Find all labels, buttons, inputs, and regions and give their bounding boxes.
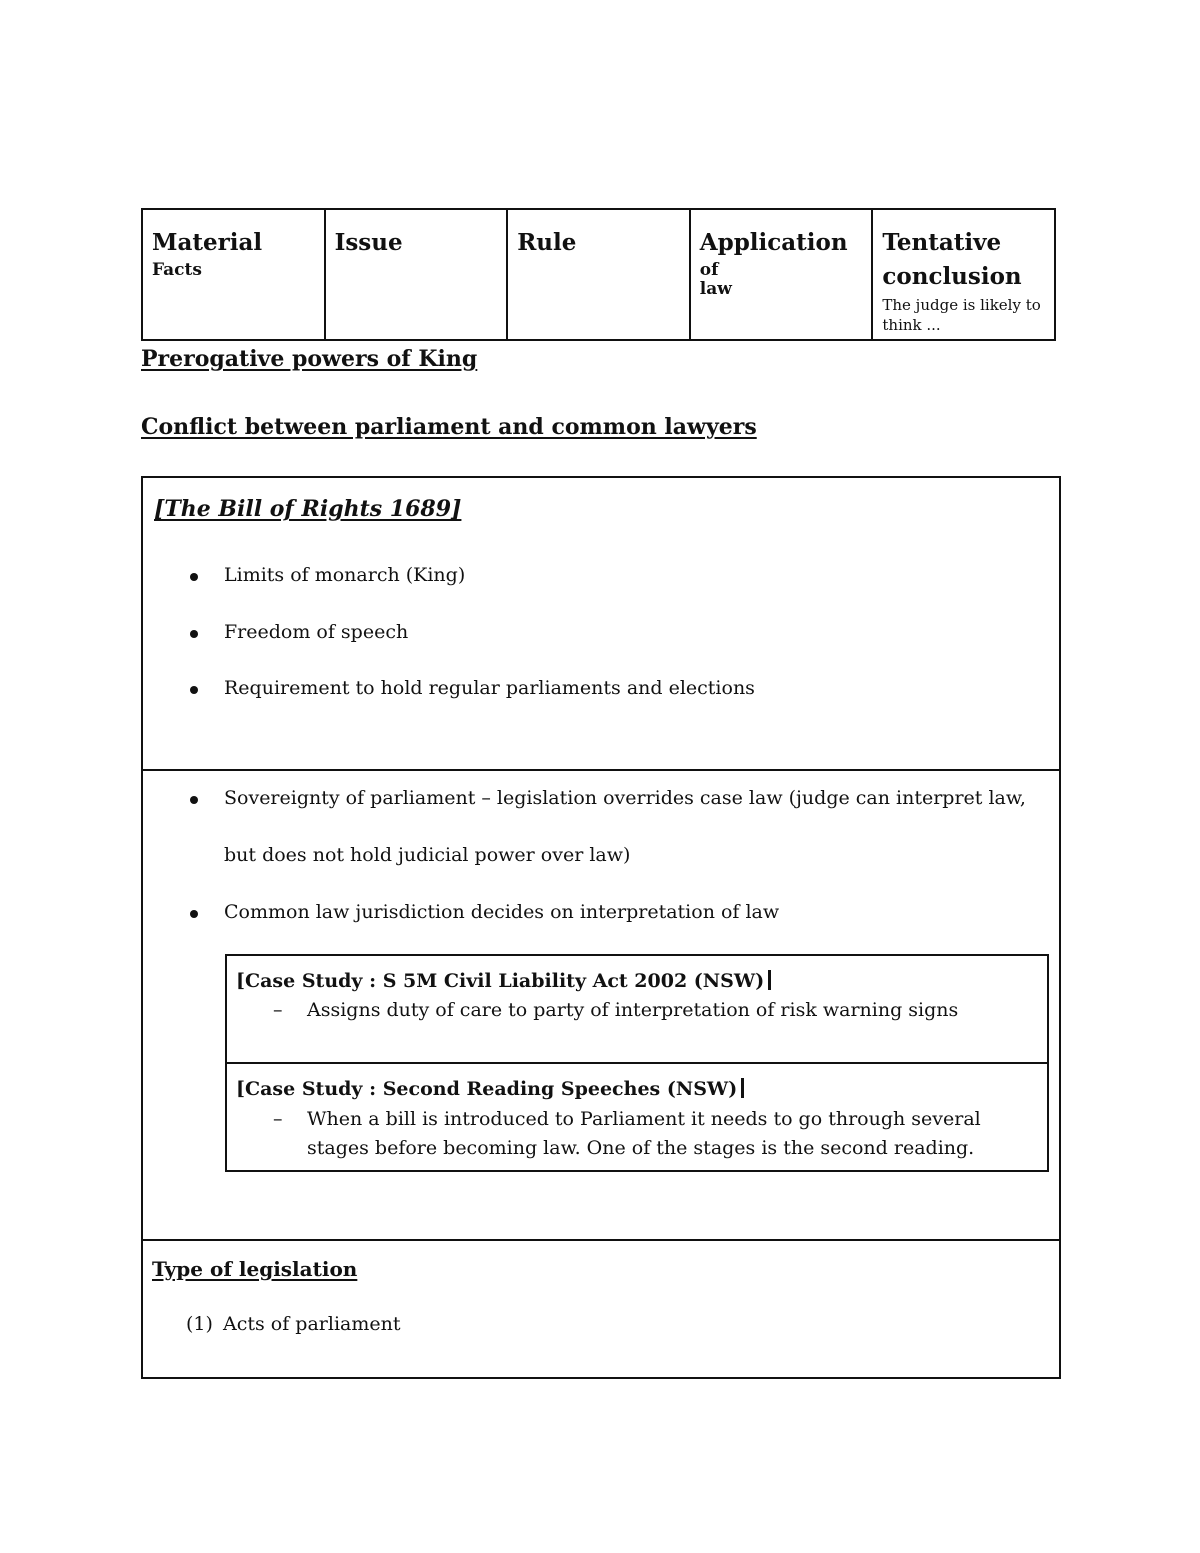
bullet-icon [190,630,198,638]
application-label: Application [699,229,848,256]
tentative-sub2: think ... [882,316,941,334]
legislation-item-text: Acts of parliament [223,1313,401,1335]
bullet-icon [190,796,198,804]
bill-of-rights-title: [The Bill of Rights 1689] [154,496,462,522]
application-sub: law [699,279,732,299]
legislation-section [141,1239,1061,1379]
tentative-line1: Tentative [882,229,1002,256]
sovereignty-bullet-line1: Sovereignty of parliament – legislation overrides case law (judge can interpret law, [224,787,1026,809]
application-cell [691,210,874,339]
sovereignty-bullet-line2: but does not hold judicial power over law) [224,844,631,866]
bill-of-rights-section [141,476,1061,771]
bill-bullet-3: Requirement to hold regular parliaments and elections [224,677,755,699]
heading-prerogative: Prerogative powers of King [141,346,478,372]
case-study-box-2 [225,1062,1049,1172]
material-facts-label: Material [152,229,263,256]
case-study-text-1: Assigns duty of care to party of interpretation of risk warning signs [307,999,959,1021]
case-study-title-1-text: [Case Study : S 5M Civil Liability Act 2002 (NSW) [236,970,765,992]
case-study-text-2b: stages before becoming law. One of the stages is the second reading. [307,1137,975,1159]
rule-cell [508,210,691,339]
dash-icon: – [273,999,283,1021]
case-study-title-1 [236,970,771,992]
bullet-icon [190,686,198,694]
bill-bullet-1: Limits of monarch (King) [224,564,466,586]
bullet-icon [190,573,198,581]
case-study-title-2 [236,1078,744,1100]
case-study-title-2-text: [Case Study : Second Reading Speeches (NSW) [236,1078,738,1100]
common-law-bullet: Common law jurisdiction decides on interpretation of law [224,901,780,923]
heading-conflict: Conflict between parliament and common lawyers [141,414,757,440]
rule-label: Rule [517,229,577,256]
tentative-sub1: The judge is likely to [882,296,1041,314]
material-facts-cell [143,210,326,339]
bar-mark-icon [768,970,771,990]
legislation-title: Type of legislation [152,1257,358,1281]
tentative-cell [873,210,1054,339]
bullet-icon [190,910,198,918]
legislation-item-number: (1) [186,1313,213,1335]
sovereignty-section [141,769,1061,1241]
application-small: of [699,260,719,280]
case-study-box-1 [225,954,1049,1064]
tentative-line2: conclusion [882,263,1022,290]
irac-table [141,208,1056,341]
issue-label: Issue [334,229,403,256]
dash-icon: – [273,1108,283,1130]
issue-cell [326,210,509,339]
bar-mark-icon [741,1078,744,1098]
case-study-text-2a: When a bill is introduced to Parliament it needs to go through several [307,1108,981,1130]
material-facts-small: Facts [152,260,202,280]
bill-bullet-2: Freedom of speech [224,621,409,643]
